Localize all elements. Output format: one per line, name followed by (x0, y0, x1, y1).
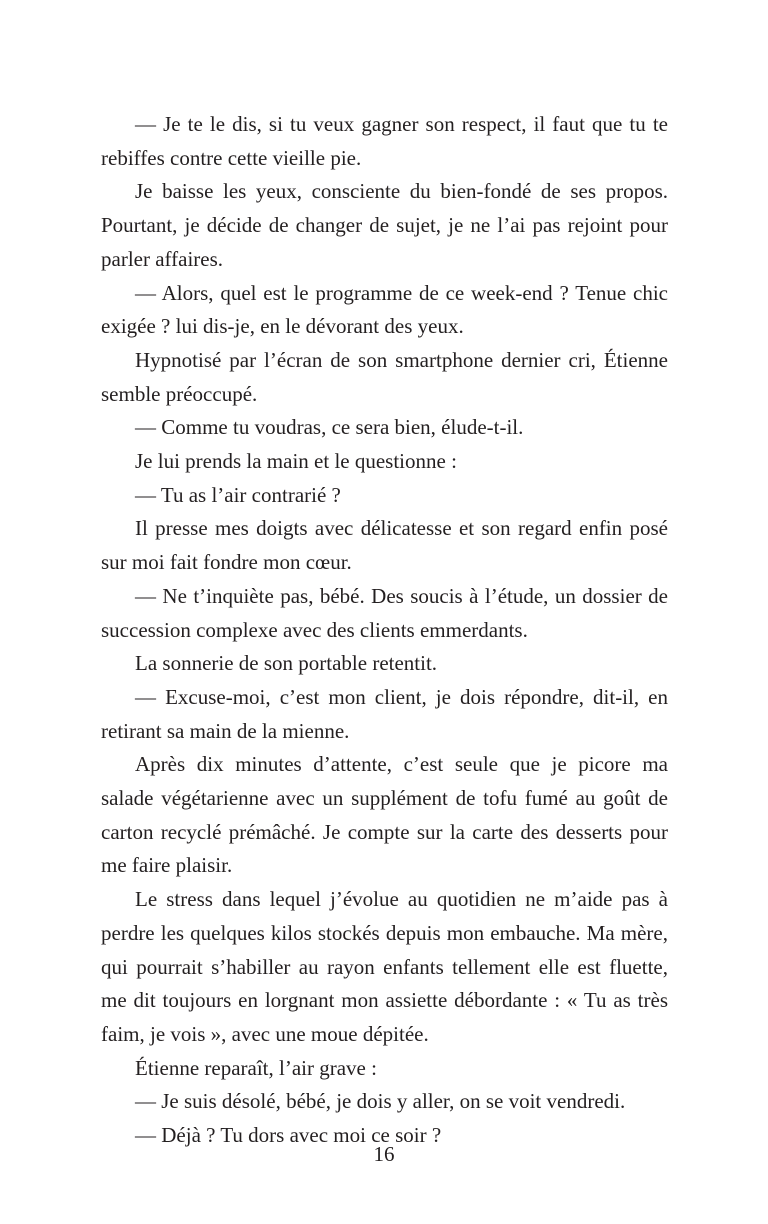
paragraph: Il presse mes doigts avec délicatesse et son regard enfin posé sur moi fait fondre mon cœur. (101, 516, 668, 575)
paragraph: Le stress dans lequel j’évolue au quotidien ne m’aide pas à perdre les quelques kilos stockés depuis mon embauche. Ma mère, qui pourrait s’habiller au rayon enfants tellement elle est fluette, me dit toujours en lorgnant mon assiette débordante : « Tu as très faim, je vois », avec une moue dépitée. (101, 887, 668, 1046)
paragraph: Hypnotisé par l’écran de son smartphone dernier cri, Étienne semble préoccupé. (101, 347, 668, 406)
page-number: 16 (373, 1142, 395, 1166)
paragraph: La sonnerie de son portable retentit. (135, 651, 438, 676)
paragraph: — Je te le dis, si tu veux gagner son respect, il faut que tu te rebiffes contre cette vieille pie. (101, 112, 668, 170)
paragraph: Je lui prends la main et le questionne : (135, 449, 457, 474)
paragraph: — Tu as l’air contrarié ? (135, 482, 341, 507)
paragraph: — Comme tu voudras, ce sera bien, élude-t-il. (135, 415, 524, 440)
paragraph: Après dix minutes d’attente, c’est seule que je picore ma salade végétarienne avec un supplément de tofu fumé au goût de carton recyclé prémâché. Je compte sur la carte des desserts pour me faire plaisir. (101, 752, 668, 878)
paragraph: Étienne reparaît, l’air grave : (135, 1055, 377, 1080)
paragraph: — Déjà ? Tu dors avec moi ce soir ? (135, 1123, 442, 1148)
paragraph: — Ne t’inquiète pas, bébé. Des soucis à l’étude, un dossier de succession complexe avec des clients emmerdants. (101, 583, 668, 642)
paragraph: — Je suis désolé, bébé, je dois y aller, on se voit vendredi. (135, 1089, 626, 1114)
body-text (101, 108, 668, 1153)
paragraph: — Excuse-moi, c’est mon client, je dois répondre, dit-il, en retirant sa main de la mienne. (101, 684, 668, 743)
paragraph: Je baisse les yeux, consciente du bien-fondé de ses propos. Pourtant, je décide de changer de sujet, je ne l’ai pas rejoint pour parler affaires. (101, 179, 668, 271)
paragraph: — Alors, quel est le programme de ce week-end ? Tenue chic exigée ? lui dis-je, en le dévorant des yeux. (101, 280, 668, 339)
